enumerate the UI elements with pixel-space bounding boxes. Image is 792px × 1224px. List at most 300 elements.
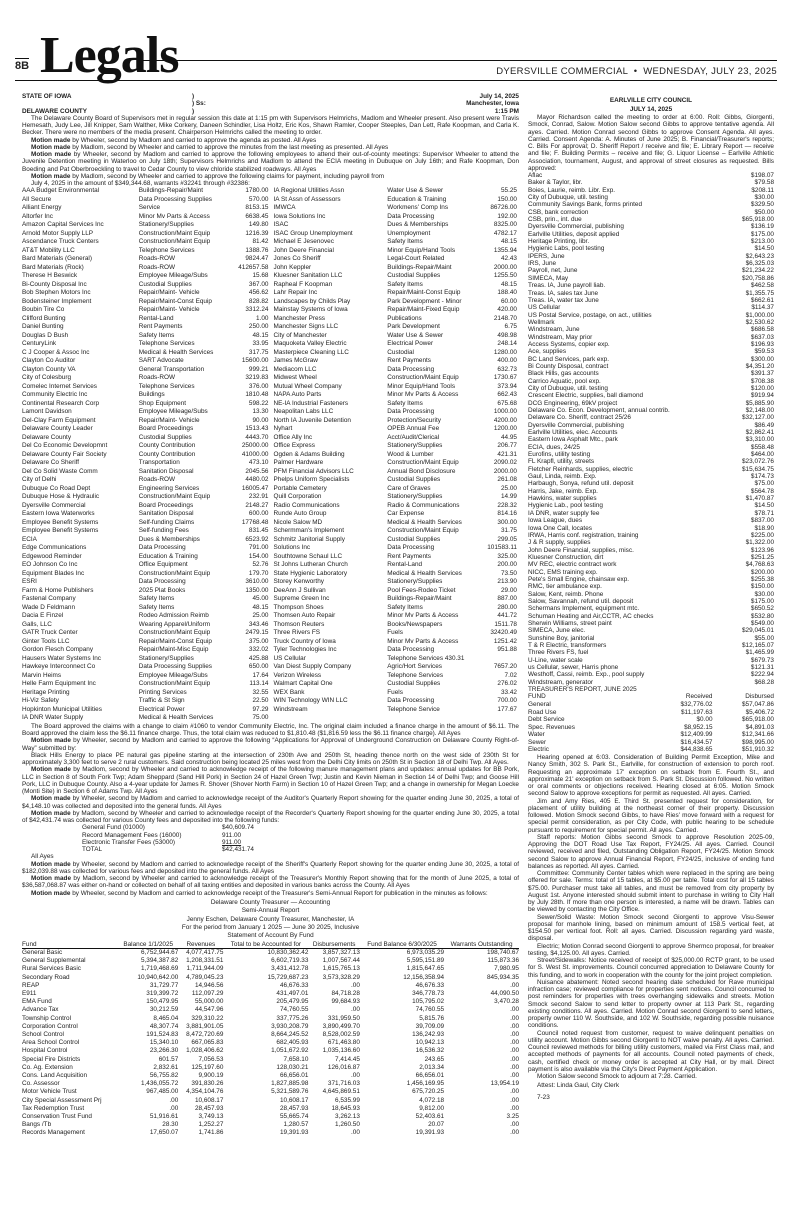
bill-item: IA DNR, water supply fee (528, 509, 600, 517)
claim-category: Repair/Maint-Misc Equip (138, 646, 209, 654)
claim-vendor: Thomsen Auto Repair (273, 612, 336, 620)
claim-vendor: ISAC Group Unemployment (273, 229, 353, 237)
claim-vendor: AT&T Mobility LLC (22, 246, 75, 254)
fund-cell: 1,615,765.13 (322, 965, 360, 973)
claim-vendor: Dubuque Hose & Hydraulic (22, 493, 100, 501)
claim-row (271, 400, 520, 409)
fund-header: Warrants Outstanding (450, 940, 513, 948)
claim-amount: 248.14 (497, 340, 517, 348)
claim-category: Medical & Health Services (387, 518, 462, 526)
fund-cell: 20.07 (428, 1121, 445, 1129)
claim-row (271, 621, 520, 630)
claim-row (271, 553, 520, 562)
claim-vendor: Office Ally Inc (273, 433, 313, 441)
claim-vendor: Three Rivers FS (273, 629, 321, 637)
bill-amount: $329.50 (750, 201, 774, 209)
bill-row (528, 326, 774, 333)
fund-cell: 6,602,719.33 (271, 957, 309, 965)
bill-amount: $121.31 (750, 664, 774, 672)
bill-row (528, 319, 774, 326)
fund-cell: 337,775.26 (276, 1014, 309, 1022)
fund-cell: 17,650.07 (149, 1129, 179, 1137)
bill-item: US Postal Service, postage, on act., utilities (528, 311, 652, 319)
bill-row (528, 547, 774, 554)
fund-cell: Township Control (22, 1014, 72, 1022)
bill-amount: $2,148.00 (745, 407, 774, 414)
claim-category: Medical & Health Services (138, 714, 214, 722)
claim-vendor: Amazon Capital Services Inc (22, 221, 104, 229)
motion-text: by Madlom, second by Wheeler and carried to acknowledge receipt of the following manure management plans and updates: annual updates for BB Pork, LLC in Section 8 of South Fork Twp; Adam Sheppard (Sand Hill Pork) in Section 24 of Hazel Green Twp; Justin and Kevin Nieman in Section 14 of Delhi Twp; and Goose Hill Pork, LLC in Dubuque County. Also a 4-year update for James R. Shover (Shover North Farm) in Section 10 of Hazel Green Twp; and a change in ownership for Megan Loecke (Monti Site) in Section 6 of Adams Twp. All Ayes (22, 766, 519, 795)
claim-row (22, 502, 271, 511)
motion-text: by Madlom, second by Wheeler and carried to acknowledge receipt of the Recorder's Quarterly Report showing for the quarter ending June 30, 2025, a total of $42,431.74 was collected for various County fees and deposited into the following funds: (22, 809, 519, 824)
fund-cell: .00 (169, 1104, 179, 1112)
claim-vendor: Delaware Co Sheriff (22, 459, 80, 467)
claim-vendor: Schermman's Implement (273, 527, 344, 535)
claim-row (271, 587, 520, 596)
claim-category: Stationery/Supplies (387, 442, 443, 450)
claim-row (22, 349, 271, 358)
bill-row (528, 238, 774, 245)
fund-row (22, 1031, 519, 1039)
fund-cell: 667,065.83 (191, 1039, 224, 1047)
claim-row (22, 315, 271, 324)
fund-cell: 12,156,358.94 (403, 973, 445, 981)
claim-vendor: Iowa Solutions Inc (273, 212, 326, 220)
fund-row (22, 1039, 519, 1047)
fund-cell: Hospital Control (22, 1047, 68, 1055)
fund-cell: 346,778.73 (412, 990, 445, 997)
fund-cell: 319,399.72 (146, 990, 179, 997)
treasurer-cell: $32,776.02 (680, 700, 713, 708)
claim-vendor: CenturyLink (22, 340, 57, 348)
bill-amount: $23,072.76 (742, 458, 774, 466)
claim-amount: 15600.00 (241, 357, 269, 365)
claim-amount: 32420.49 (490, 629, 517, 637)
claim-amount: 421.31 (497, 450, 517, 458)
fund-row (22, 1056, 519, 1064)
claim-row (22, 417, 271, 426)
bill-item: Harris, Jake, reimb. Exp. (528, 487, 598, 495)
fund-cell: Secondary Road (22, 973, 70, 981)
claim-row (22, 459, 271, 468)
fund-amount: 911.00 (222, 838, 242, 846)
claim-category: Data Processing (387, 408, 435, 416)
treasurer-cell: $0.00 (696, 716, 713, 724)
claim-vendor: Heritage Printing (22, 688, 70, 696)
claim-category: Minor Equip/Hand Tools (387, 246, 456, 254)
fund-cell: 55,665.74 (279, 1113, 309, 1121)
bill-item: Pete's Small Engine, chainsaw exp. (528, 575, 630, 583)
council-paragraph: Nuisance abatement: Noted second hearing date scheduled for Rave municipal infraction case; reviewed compliance for properties sent notices. Council concurred to post reminders for properties with trees overhanging sidewalks and streets. Motion Smock second Salow to send letter to property owner at 113 Park St., regarding existing conditions. All ayes. Carried. Motion Conrad second Giorgenti to send letters, property owner 110 W. Southside, and 102 W. Southside, regarding possible nuisance conditions. (528, 978, 774, 1030)
fund-cell: 3,262.13 (335, 1113, 360, 1121)
claim-amount: 90.00 (252, 416, 269, 424)
motion-text: by Wheeler, second by Madlom and carried to approve the following “Applications for Approval of Underground Construction on Delaware County Right-of-Way” submitted by: (22, 737, 519, 752)
bill-item: Windstream, generator (528, 678, 593, 686)
fund-cell: 56,755.82 (149, 1072, 179, 1080)
claim-category: Legal-Court Related (387, 255, 445, 263)
fund-cell: 7,056.53 (198, 1055, 224, 1063)
bill-amount: $5,885.90 (745, 399, 774, 407)
bill-item: Kluesner Construction, dirt (528, 553, 604, 561)
bill-row (528, 363, 774, 370)
claim-row (271, 315, 520, 324)
fund-cell: 4,072.18 (419, 1096, 445, 1104)
motion-text: by Wheeler, second by Madlom and carried to acknowledge receipt of the Auditor's Quarterly Report showing for the quarter ending June 30, 2025, a total of $4,148.10 was collected and deposited into the general funds. All Ayes (22, 795, 519, 810)
claim-row (22, 213, 271, 222)
claim-category: Park Development (387, 323, 440, 331)
report-title-line: For the period from January 1 2025 — June 30 2025, Inclusive (181, 923, 360, 931)
bill-item: Fletcher Reinhards, supplies, electric (528, 465, 633, 473)
claim-row (22, 519, 271, 528)
fund-cell: 6,752,944.67 (140, 948, 179, 956)
fund-cell: 1,035,136.60 (322, 1047, 360, 1055)
fund-cell: 13,954.19 (490, 1080, 519, 1088)
claim-row (22, 451, 271, 460)
fund-row (22, 965, 519, 973)
fund-cell: 8,465.04 (153, 1014, 179, 1022)
claim-amount: 700.00 (497, 697, 517, 705)
fund-name: Record Management Fees (16000) (82, 831, 182, 839)
bill-amount: $686.58 (750, 326, 774, 334)
bill-row (528, 392, 774, 399)
claim-category: Rental-Land (387, 561, 423, 569)
bill-item: NICC, EMS training exp. (528, 568, 598, 576)
claim-category: Custodial Supplies (387, 535, 441, 543)
fund-cell: 16,536.32 (415, 1047, 445, 1055)
claim-amount: 31.75 (500, 527, 517, 535)
claim-vendor: Southtowne Schaul LLC (273, 552, 343, 560)
claim-vendor: Radio Communications (273, 501, 340, 509)
claim-category: Minor Mv Parts & Access (387, 612, 459, 620)
bill-amount: $1,465.99 (745, 649, 774, 657)
claim-amount: 1513.43 (245, 425, 269, 433)
claim-row (271, 349, 520, 358)
claim-row (22, 306, 271, 315)
bill-amount: $650.52 (750, 605, 774, 613)
fund-cell: 431,497.01 (276, 990, 309, 997)
claim-vendor: DeeAnn J Sullivan (273, 586, 326, 594)
bill-amount: $1,470.87 (745, 495, 774, 503)
claim-amount: 1.00 (256, 314, 269, 322)
claim-amount: 1000.00 (493, 408, 517, 416)
bill-amount: $549.00 (750, 619, 774, 627)
report-titles (22, 899, 519, 941)
fund-cell: 3,431,412.78 (271, 965, 309, 973)
fund-row (22, 974, 519, 982)
fund-cell: .00 (510, 1014, 519, 1022)
claim-vendor: Gordon Flesch Company (22, 646, 94, 654)
claim-amount: 1780.00 (245, 187, 269, 195)
fund-cell: 601.57 (158, 1055, 179, 1063)
claim-category: Sanitation Disposal (138, 467, 194, 475)
claim-vendor: ESRI (22, 578, 37, 586)
bill-row (528, 348, 774, 355)
claim-vendor: Jones Co Sheriff (273, 255, 321, 263)
caption-left (22, 100, 192, 107)
claim-category: Roads-ROW (138, 263, 176, 271)
caption (22, 93, 519, 115)
claim-amount: 4782.17 (493, 229, 517, 237)
claim-row (22, 595, 271, 604)
fund-cell: 6,973,035.29 (406, 948, 445, 956)
bill-row (528, 517, 774, 524)
claim-row (22, 255, 271, 264)
bill-item: Dyersville Commercial, publishing (528, 223, 624, 231)
claim-category: Construction/Maint Equip (138, 629, 211, 637)
claim-row (22, 187, 271, 196)
claim-vendor: Dacia E Finzel (22, 612, 64, 620)
motion-lead: Motion made (31, 172, 71, 180)
bill-item: Sunshine Boy, janitorial (528, 634, 595, 642)
treasurer-cell: General (528, 700, 551, 708)
bill-amount: $12,165.07 (742, 642, 774, 649)
bill-amount: $2,643.23 (745, 252, 774, 260)
bill-row (528, 598, 774, 605)
claim-vendor: Palmer Hardware (273, 459, 324, 467)
fund-table (22, 941, 519, 1138)
claim-category: Stationery/Supplies (138, 654, 194, 662)
motion-paragraph (22, 173, 519, 180)
fund-cell: 1,436,055.72 (140, 1080, 179, 1088)
section-title: Legals (40, 27, 179, 84)
bill-item: Treas. IA, water tax June (528, 296, 599, 304)
claim-row (22, 400, 271, 409)
claim-category: Radio & Communications (387, 501, 460, 509)
fund-row (22, 1015, 519, 1023)
fund-row (22, 957, 519, 965)
bill-amount: $18.90 (754, 524, 774, 532)
claim-category: Construction/Maint Equip (387, 459, 459, 467)
bill-item: Aflac (528, 172, 543, 179)
council-paragraph: Sewer/Solid Waste: Motion Smock second Giorgenti to approve Visu-Sewer proposal for manhole lining, based on minimum amount of 158.5 vertical feet, at $154.50 per vertical foot. Roll: all ayes. Carried. Discussion regarding yard waste, disposal. (528, 913, 774, 943)
claim-category: SART Advocate (138, 357, 184, 365)
claim-category: Safety Items (387, 603, 423, 611)
fund-cell: 845,934.35 (487, 973, 519, 981)
publication-code: 7-23 (537, 1093, 550, 1101)
claim-vendor: Portable Cemetery (273, 484, 327, 492)
fund-cell: 30,212.59 (149, 1006, 179, 1014)
claim-vendor: IA Regional Utilities Assn (273, 187, 345, 195)
claim-amount: 188.40 (497, 289, 517, 297)
motion-text: by Wheeler, second by Madlom and carried to acknowledge receipt of the Treasurer's Semi-Annual Report for publication in the minutes as follows: (70, 889, 488, 897)
claim-category: Buildings (138, 391, 165, 399)
claim-amount: 441.72 (497, 612, 517, 620)
claims-intro: July 4, 2025 in the amount of $349,344.68, warrants #32241 through #32386: (31, 180, 250, 187)
claim-vendor: Comelec Internet Services (22, 382, 97, 390)
paper-name: DYERSVILLE COMMERCIAL (496, 66, 628, 77)
claim-amount: 1355.94 (493, 246, 517, 254)
treasurer-cell: Electric (528, 746, 549, 754)
bill-item: T & R Electric, transformers (528, 642, 607, 649)
fund-cell: 205,479.95 (276, 998, 309, 1006)
claim-amount: 4200.00 (493, 416, 517, 424)
fund-cell: .00 (510, 981, 519, 989)
fund-cell: 3,470.28 (494, 998, 519, 1006)
claim-row (271, 196, 520, 205)
claim-amount: 814.16 (497, 510, 517, 518)
claim-amount: 2148.70 (493, 314, 517, 322)
claim-row (271, 383, 520, 392)
council-paragraph: Motion Salow second Smock to adjourn at 7:28. Carried. (537, 1073, 697, 1081)
bill-amount: $637.03 (750, 333, 774, 341)
claim-amount: 1810.48 (245, 391, 269, 399)
claim-row (271, 264, 520, 273)
claim-amount: 4443.70 (245, 433, 269, 441)
claim-amount: 3610.00 (245, 578, 269, 586)
bill-item: John Deere Financial, supplies, misc. (528, 546, 634, 554)
claim-category: Repair/Maint- Vehicle (138, 416, 200, 424)
claim-category: Safety Items (387, 280, 423, 288)
claim-amount: 299.05 (497, 535, 517, 543)
claim-vendor: Rapheal F Koopman (273, 280, 333, 288)
claim-amount: 4480.02 (245, 476, 269, 484)
claim-amount: 332.02 (248, 646, 269, 654)
motion-paragraph (22, 151, 519, 173)
bill-item: Iowa One Call, locates (528, 524, 592, 532)
fund-cell: 1,051,672.92 (271, 1047, 309, 1055)
bill-item: Hawkins, water supplies (528, 495, 597, 503)
bill-row (528, 187, 774, 194)
report-title-line: Statement of Account By Fund (227, 932, 314, 940)
claim-row (271, 366, 520, 375)
bill-row (528, 253, 774, 260)
claim-category: Transportation (138, 459, 180, 467)
fund-cell: Co. Ag. Extension (22, 1063, 73, 1071)
claim-row (271, 408, 520, 417)
claim-row (271, 493, 520, 502)
fund-cell: 14,946.56 (194, 981, 224, 989)
claim-vendor: Equipment Blades Inc (22, 569, 85, 577)
claim-amount: 650.00 (248, 663, 269, 671)
claim-amount: 42.43 (500, 255, 517, 263)
claim-amount: 73.50 (500, 569, 517, 577)
fund-header: Disbursements (312, 940, 356, 948)
claim-note: The Board approved the claims with a change to claim #1060 to vendor Community Electric, Inc. The original claim included a finance charge in the amount of $6.11. The Board approved the claim less the $6.11 finance charge. Thus, the total claim was reduced to $1,810.48 ($1,816.59 less the $6.11 finance charge). All Ayes (22, 722, 519, 737)
earlville-minutes (528, 96, 774, 1101)
claim-amount: 570.00 (248, 195, 269, 203)
fund-cell: 671,463.80 (327, 1039, 360, 1047)
claim-row (271, 247, 520, 256)
bill-item: Earlville Utilities, deposit applied (528, 230, 620, 238)
fund-cell: 9,900.19 (198, 1072, 224, 1080)
claim-category: Publications (387, 314, 422, 322)
claim-vendor: Marvin Heims (22, 671, 62, 679)
bill-row (528, 671, 774, 678)
fund-header: Total to be Accounted for (230, 940, 302, 948)
claim-category: Roads-ROW (138, 374, 176, 382)
claims-table (22, 187, 519, 723)
bill-row (528, 436, 774, 443)
fund-cell: 1,028,406.62 (186, 1047, 224, 1055)
bill-row (528, 179, 774, 186)
bill-item: Eastern Iowa Asphalt Mtc., park (528, 436, 618, 444)
fund-cell: 48,307.74 (149, 1022, 179, 1030)
fund-cell: 9,812.00 (419, 1104, 445, 1112)
fund-cell: .00 (510, 1047, 519, 1055)
claim-row (271, 680, 520, 689)
fund-cell: Rural Services Basic (22, 965, 81, 973)
claim-amount: 675.68 (497, 399, 517, 407)
claim-row (271, 638, 520, 647)
claim-amount: 791.00 (248, 544, 269, 552)
claim-row (22, 578, 271, 587)
bill-item: Salow, Savannah, refund util. deposit (528, 597, 634, 605)
claim-category: Custodial Supplies (138, 433, 192, 441)
claim-vendor: Fastenal Company (22, 595, 76, 603)
claim-row (22, 230, 271, 239)
claim-amount: 2090.02 (493, 459, 517, 467)
bill-row (528, 495, 774, 502)
claim-row (271, 527, 520, 536)
claim-vendor: Office Express (273, 442, 315, 450)
bill-amount: $464.00 (750, 451, 774, 459)
claim-vendor: Daniel Bunting (22, 323, 64, 331)
fund-cell: .00 (351, 981, 360, 989)
claim-row (271, 340, 520, 349)
bill-item: Harbaugh, Sonya, refund util. deposit (528, 480, 634, 488)
claim-amount: 7.02 (504, 671, 517, 679)
claim-row (271, 451, 520, 460)
claim-vendor: NE-IA Industrial Fasteners (273, 399, 349, 407)
claim-vendor: Douglas D Bush (22, 331, 69, 339)
bill-item: Ace, supplies (528, 348, 567, 356)
caption-row (22, 108, 519, 115)
claim-row (22, 204, 271, 213)
treasurer-cell: $44,838.65 (680, 746, 713, 754)
claim-category: Data Processing (387, 646, 435, 654)
claim-category: Data Processing Supplies (138, 195, 212, 203)
claim-category: Minor Mv Parts & Access (138, 212, 210, 220)
claim-amount: 179.70 (248, 569, 269, 577)
motion-text: by Madlom, second by Wheeler and carried to acknowledge receipt of the Treasurer's Monthly Report showing that for the month of June 2025, a total of $36,587,068.87 was either on-hand or collected on behalf of all taxing entities and deposited in various banks across the County. All Ayes (22, 875, 519, 890)
claim-category: Data Processing (387, 544, 435, 552)
claim-row (271, 255, 520, 264)
claim-amount: 951.88 (497, 646, 517, 654)
claim-category: Repair/Maint-Fixed Equip (387, 306, 460, 314)
fund-row (22, 1023, 519, 1031)
claim-amount: 1730.67 (493, 374, 517, 382)
claim-category: Printing Services (138, 688, 187, 696)
bill-amount: $174.73 (750, 473, 774, 481)
bill-amount: $255.38 (750, 575, 774, 583)
fund-cell: 99,684.93 (331, 998, 360, 1006)
fund-cell: 2,013.34 (419, 1063, 445, 1071)
claim-row (271, 672, 520, 681)
treasurer-cell: Sewer (528, 738, 547, 746)
fund-cell: 4,354,104.76 (186, 1088, 224, 1096)
bill-item: Payroll, net, June (528, 267, 578, 275)
claim-amount: 41000.00 (241, 450, 269, 458)
claim-amount: 1255.50 (493, 272, 517, 280)
bill-row (528, 334, 774, 341)
claim-amount: 113.14 (249, 680, 269, 688)
treasurer-cell: Water (528, 731, 545, 739)
bill-amount: $114.37 (751, 304, 774, 312)
motion-paragraph (22, 144, 519, 151)
bill-amount: $136.19 (750, 223, 774, 231)
claim-category: Data Processing (387, 697, 435, 705)
claim-amount: 81.42 (252, 238, 269, 246)
claim-amount: 200.00 (497, 561, 517, 569)
bills-list (528, 172, 774, 686)
claim-row (22, 655, 271, 664)
claim-amount: 22.50 (252, 697, 269, 705)
claim-vendor: Mediacom LLC (273, 365, 317, 373)
motion-text: by Madlom, second by Wheeler and carried to approve the minutes from the last meeting as presented. All Ayes (70, 143, 389, 151)
claim-amount: 498.98 (497, 331, 517, 339)
claim-amount: 232.91 (248, 493, 269, 501)
bill-item: Delaware Co. Econ. Development, annual contrib. (528, 407, 670, 414)
